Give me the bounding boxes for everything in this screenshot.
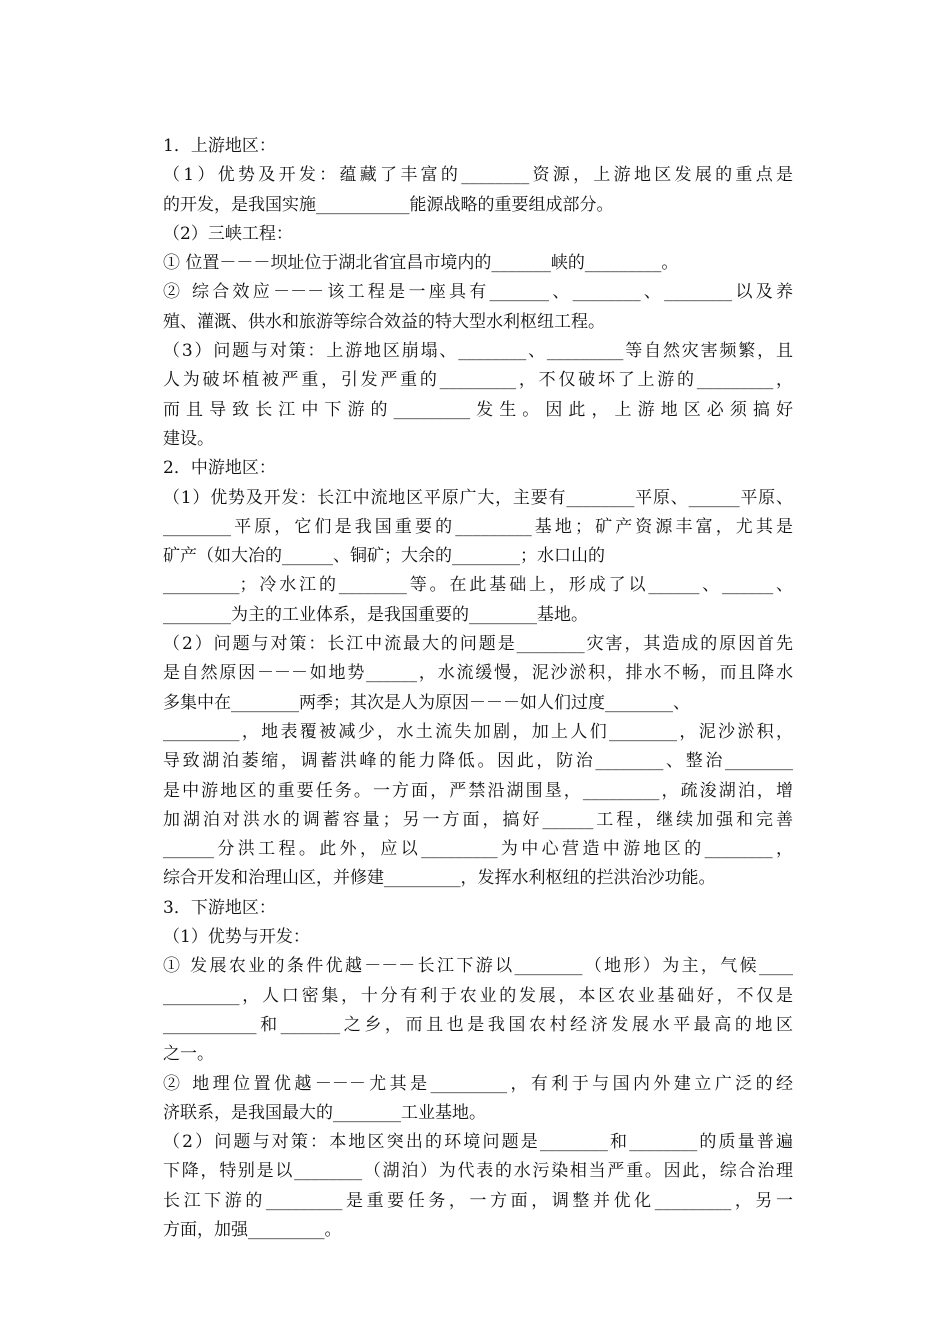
paragraph-line: （1）优势及开发：长江中流地区平原广大，主要有________平原、______平原、 xyxy=(163,487,793,508)
paragraph-line: 矿产（如大冶的______、铜矿；大余的________；水口山的 xyxy=(163,546,605,567)
paragraph-line: ② 地理位置优越－－－尤其是_________，有利于与国内外建立广泛的经 xyxy=(163,1073,793,1094)
paragraph-line: ① 发展农业的条件优越－－－长江下游以________（地形）为主，气候____ xyxy=(163,956,793,977)
section-heading: 3．下游地区： xyxy=(163,897,276,918)
paragraph-line: 多集中在________两季；其次是人为原因－－－如人们过度________、 xyxy=(163,692,690,713)
paragraph-line: 而且导致长江中下游的_________发生。因此，上游地区必须搞好 xyxy=(163,399,793,420)
paragraph-line: 长江下游的_________是重要任务，一方面，调整并优化_________，另一 xyxy=(163,1190,793,1211)
paragraph-line: 人为破坏植被严重，引发严重的_________，不仅破坏了上游的_________， xyxy=(163,370,793,391)
paragraph-line: 方面，加强_________。 xyxy=(163,1219,342,1240)
document-body xyxy=(163,132,793,1245)
paragraph-line: 综合开发和治理山区，并修建_________，发挥水利枢纽的拦洪治沙功能。 xyxy=(163,868,716,889)
paragraph-line: ________平原，它们是我国重要的_________基地；矿产资源丰富，尤其是 xyxy=(163,516,793,537)
paragraph-line: （1）优势及开发：蕴藏了丰富的________资源，上游地区发展的重点是 xyxy=(163,165,793,186)
paragraph-line: 殖、灌溉、供水和旅游等综合效益的特大型水利枢纽工程。 xyxy=(163,311,605,332)
paragraph-line: 济联系，是我国最大的________工业基地。 xyxy=(163,1102,486,1123)
paragraph-line: （3）问题与对策：上游地区崩塌、________、_________等自然灾害频繁，且 xyxy=(163,341,793,362)
paragraph-line: 下降，特别是以________（湖泊）为代表的水污染相当严重。因此，综合治理 xyxy=(163,1161,793,1182)
paragraph-line: （2）问题与对策：本地区突出的环境问题是________和________的质量普遍 xyxy=(163,1132,793,1153)
paragraph-line: _________；冷水江的________等。在此基础上，形成了以______、______、 xyxy=(163,575,793,596)
paragraph-line: ② 综合效应－－－该工程是一座具有_______、________、________以及养 xyxy=(163,282,793,303)
paragraph-line: 加湖泊对洪水的调蓄容量；另一方面，搞好______工程，继续加强和完善 xyxy=(163,809,793,830)
paragraph-line: ________为主的工业体系，是我国重要的________基地。 xyxy=(163,604,588,625)
subsection-heading: （2）三峡工程： xyxy=(163,223,293,244)
paragraph-line: _________，人口密集，十分有利于农业的发展，本区农业基础好，不仅是 xyxy=(163,985,793,1006)
paragraph-line: 是中游地区的重要任务。一方面，严禁沿湖围垦，_________，疏浚湖泊，增 xyxy=(163,780,793,801)
paragraph-line: 的开发，是我国实施___________能源战略的重要组成部分。 xyxy=(163,194,614,215)
paragraph-line: 之一。 xyxy=(163,1044,214,1065)
paragraph-line: 导致湖泊萎缩，调蓄洪峰的能力降低。因此，防治________、整治________ xyxy=(163,751,793,772)
section-heading: 2．中游地区： xyxy=(163,458,276,479)
paragraph-line: _________，地表覆被减少，水土流失加剧，加上人们________，泥沙淤积， xyxy=(163,721,793,742)
paragraph-line: 是自然原因－－－如地势______，水流缓慢，泥沙淤积，排水不畅，而且降水 xyxy=(163,663,793,684)
paragraph-line: 建设。 xyxy=(163,428,214,449)
paragraph-line: （2）问题与对策：长江中流最大的问题是________灾害，其造成的原因首先 xyxy=(163,634,793,655)
paragraph-line: ______分洪工程。此外，应以_________为中心营造中游地区的________， xyxy=(163,839,793,860)
paragraph-line: ① 位置－－－坝址位于湖北省宜昌市境内的_______峡的_________。 xyxy=(163,253,679,274)
paragraph-line: ___________和_______之乡，而且也是我国农村经济发展水平最高的地区 xyxy=(163,1014,793,1035)
section-heading: 1．上游地区： xyxy=(163,136,276,156)
subsection-heading: （1）优势与开发： xyxy=(163,927,310,948)
